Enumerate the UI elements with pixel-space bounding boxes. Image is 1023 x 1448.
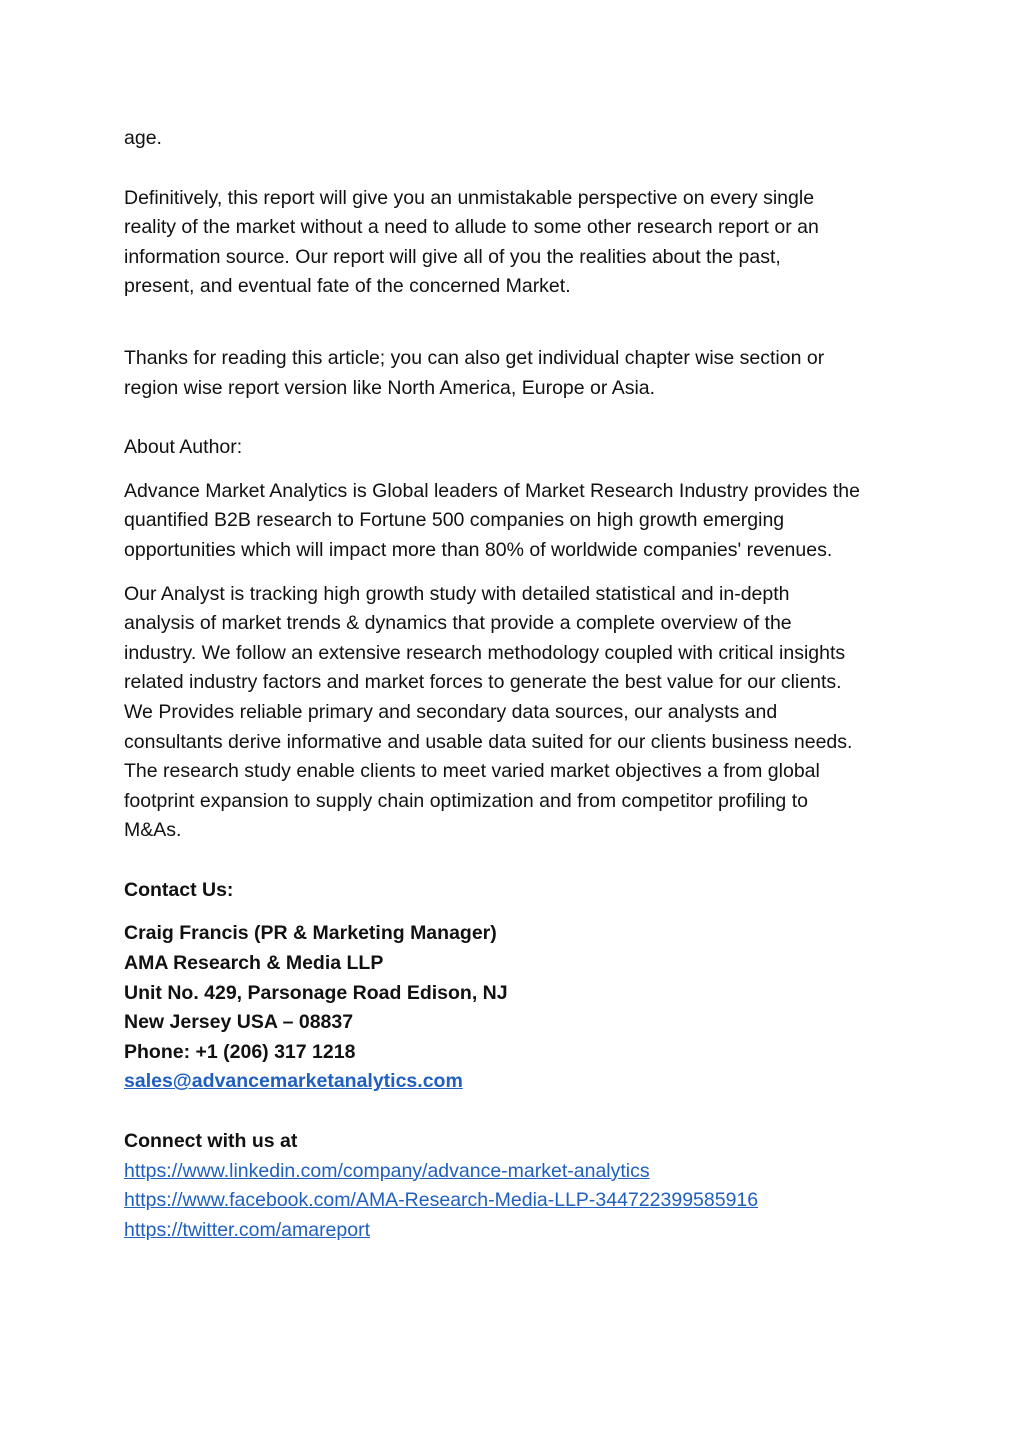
contact-address-line-1: Unit No. 429, Parsonage Road Edison, NJ — [124, 981, 508, 1004]
contact-heading — [124, 876, 914, 906]
paragraph-analyst — [124, 580, 914, 846]
text-line: We Provides reliable primary and secondary data sources, our analysts and — [124, 700, 778, 723]
text-line: Definitively, this report will give you an unmistakable perspective on every single — [124, 186, 815, 209]
contact-company: AMA Research & Media LLP — [124, 952, 384, 975]
text-line: industry. We follow an extensive research methodology coupled with critical insights — [124, 641, 846, 664]
contact-address-line-2: New Jersey USA – 08837 — [124, 1011, 354, 1034]
text-line: present, and eventual fate of the concerned Market. — [124, 275, 571, 298]
paragraph-age — [124, 124, 914, 154]
connect-heading: Connect with us at — [124, 1130, 298, 1153]
twitter-link[interactable]: https://twitter.com/amareport — [124, 1218, 371, 1241]
linkedin-link[interactable]: https://www.linkedin.com/company/advance-market-analytics — [124, 1159, 650, 1182]
text-line: age. — [124, 127, 162, 149]
text-line: footprint expansion to supply chain optimization and from competitor profiling to — [124, 789, 808, 812]
document-body — [124, 124, 914, 1245]
text-line: analysis of market trends & dynamics that provide a complete overview of the — [124, 612, 792, 635]
text-line: quantified B2B research to Fortune 500 companies on high growth emerging — [124, 509, 785, 532]
paragraph-about — [124, 477, 914, 566]
text-line: region wise report version like North America, Europe or Asia. — [124, 376, 656, 399]
text-line: M&As. — [124, 819, 182, 842]
text-line: Our Analyst is tracking high growth study with detailed statistical and in-depth — [124, 582, 790, 605]
contact-email-link[interactable]: sales@advancemarketanalytics.com — [124, 1070, 463, 1093]
connect-block — [124, 1127, 914, 1245]
text-line: consultants derive informative and usable data suited for our clients business needs. — [124, 730, 853, 753]
text-line: Advance Market Analytics is Global leaders of Market Research Industry provides the — [124, 479, 860, 502]
text-line: related industry factors and market forces to generate the best value for our clients. — [124, 671, 842, 694]
facebook-link[interactable]: https://www.facebook.com/AMA-Research-Media-LLP-344722399585916 — [124, 1189, 759, 1212]
about-author-heading — [124, 433, 914, 463]
text-line: information source. Our report will give all of you the realities about the past, — [124, 245, 781, 268]
text-line: The research study enable clients to meet varied market objectives a from global — [124, 760, 820, 783]
contact-block — [124, 919, 914, 1097]
text-line: reality of the market without a need to allude to some other research report or an — [124, 216, 819, 239]
contact-name: Craig Francis (PR & Marketing Manager) — [124, 922, 497, 945]
contact-phone: Phone: +1 (206) 317 1218 — [124, 1040, 356, 1063]
text-line: About Author: — [124, 436, 243, 459]
text-line: Contact Us: — [124, 878, 234, 901]
text-line: opportunities which will impact more than 80% of worldwide companies' revenues. — [124, 538, 833, 561]
text-line: Thanks for reading this article; you can also get individual chapter wise section or — [124, 346, 825, 369]
paragraph-definitively — [124, 184, 914, 302]
paragraph-thanks — [124, 344, 914, 403]
